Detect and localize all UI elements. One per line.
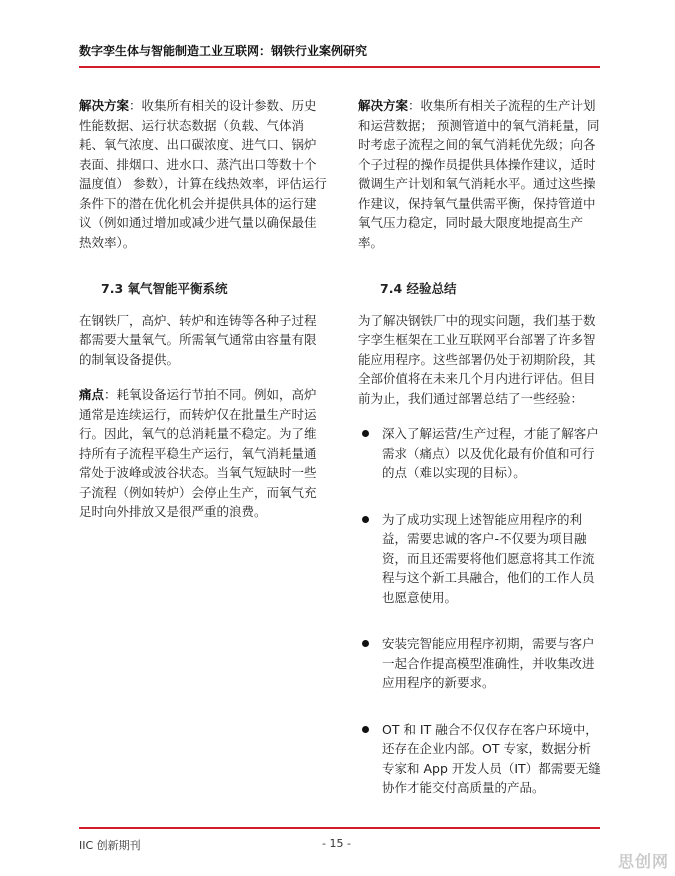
left-solution-label: 解决方案 bbox=[79, 98, 130, 113]
left-solution-text: ：收集所有相关的设计参数、历史性能数据、运行状态数据（负载、气体消耗、氧气浓度、出口碳浓度、进气口、锅炉表面、排烟口、进水口、蒸汽出口等数十个温度值） 参数），计算在线热效率，评估运行条件下的潜在优化机会并提供具体的运行建议（例如通过增加或减少进气量以确保最佳热效率）。 bbox=[79, 98, 327, 250]
right-column bbox=[358, 96, 603, 825]
right-solution-paragraph bbox=[358, 96, 603, 252]
pain-text: ：耗氧设备运行节拍不同。例如，高炉通常是连续运行，而转炉仅在批量生产时运行。因此，氧气的总消耗量不稳定。为了维持所有子流程平稳生产运行，氧气消耗量通常处于波峰或波谷状态。当氧气短缺时一些子流程（例如转炉）会停止生产，而氧气充足时向外排放又是很严重的浪费。 bbox=[79, 387, 317, 519]
left-intro-paragraph: 在钢铁厂，高炉、转炉和连铸等各种子过程都需要大量氧气。所需氧气通常由容量有限的制氧设备提供。 bbox=[79, 312, 317, 367]
running-header-title: 数字孪生体与智能制造工业互联网：钢铁行业案例研究 bbox=[79, 44, 368, 58]
left-column bbox=[79, 96, 327, 538]
right-solution-text: ：收集所有相关子流程的生产计划和运营数据； 预测管道中的氧气消耗量，同时考虑子流程之间的氧气消耗优先级；向各个子过程的操作员提供具体操作建议，适时微调生产计划和氧气消耗水平。通过这些操作建议，保持氧气量供需平衡，保持管道中氧气压力稳定，同时最大限度地提高生产率。 bbox=[358, 98, 600, 250]
footer-journal-name: IIC 创新期刊 bbox=[79, 839, 141, 852]
section-title-7-4: 7.4 经验总结 bbox=[380, 281, 457, 296]
left-solution-paragraph bbox=[79, 96, 327, 252]
lessons-list bbox=[358, 424, 603, 798]
list-item: OT 和 IT 融合不仅仅存在客户环境中，还存在企业内部。OT 专家，数据分析专家和 App 开发人员（IT）都需要无缝协作才能交付高质量的产品。 bbox=[358, 720, 603, 798]
list-item: 为了成功实现上述智能应用程序的利益，需要忠诚的客户-不仅要为项目融资，而且还需要将他们愿意将其工作流程与这个新工具融合，他们的工作人员也愿意使用。 bbox=[358, 510, 603, 608]
footer-rule bbox=[79, 827, 600, 829]
right-intro-paragraph: 为了解决钢铁厂中的现实问题，我们基于数字孪生框架在工业互联网平台部署了许多智能应用程序。这些部署仍处于初期阶段，其全部价值将在未来几个月内进行评估。但目前为止，我们通过部署总结了一些经验： bbox=[358, 312, 596, 406]
page-number: - 15 - bbox=[322, 837, 351, 850]
watermark-logo: 思创网 bbox=[617, 852, 669, 871]
list-item: 深入了解运营/生产过程，才能了解客户需求（痛点）以及优化最有价值和可行的点（难以实现的目标）。 bbox=[358, 424, 603, 483]
left-pain-paragraph bbox=[79, 385, 327, 522]
right-solution-label: 解决方案 bbox=[358, 98, 409, 113]
header-rule bbox=[79, 66, 600, 68]
section-title-7-3: 7.3 氧气智能平衡系统 bbox=[101, 281, 228, 296]
list-item: 安装完智能应用程序初期，需要与客户一起合作提高模型准确性，并收集改进应用程序的新要求。 bbox=[358, 634, 603, 693]
pain-label: 痛点 bbox=[79, 387, 105, 402]
